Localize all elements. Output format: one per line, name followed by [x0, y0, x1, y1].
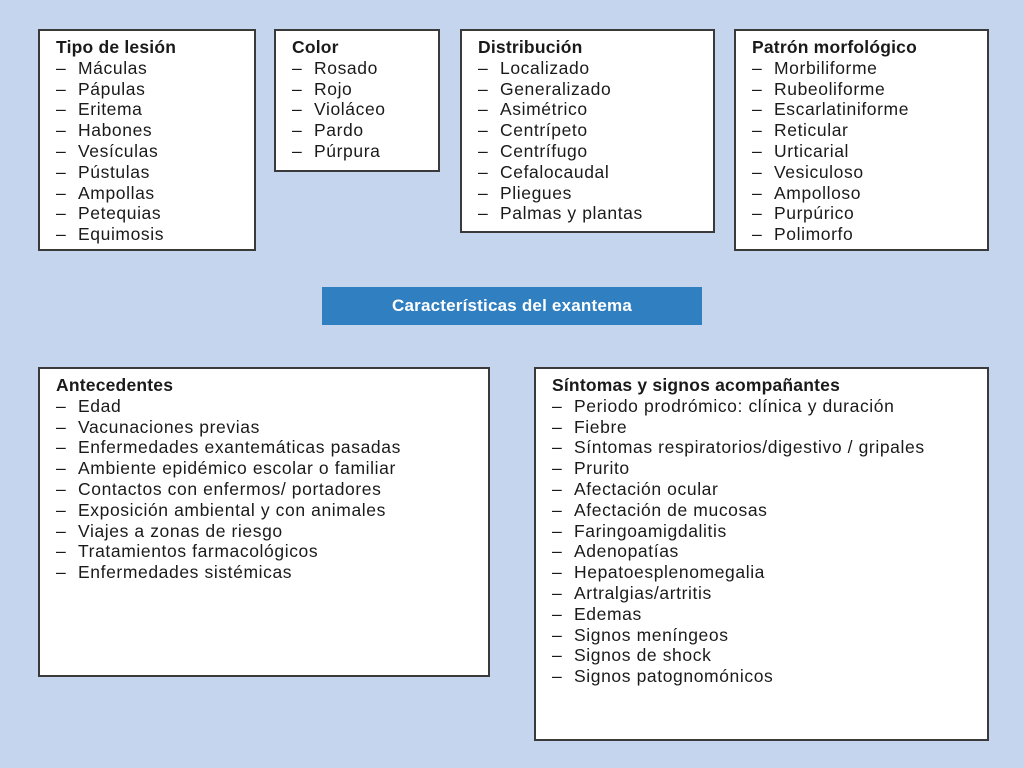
item-list [552, 396, 977, 687]
list-item: – Pústulas [56, 162, 244, 183]
box-title: Tipo de lesión [56, 37, 177, 57]
list-item: – Pápulas [56, 79, 244, 100]
list-item: – Artralgias/artritis [552, 583, 977, 604]
list-item: – Enfermedades exantemáticas pasadas [56, 437, 478, 458]
list-item: – Fiebre [552, 417, 977, 438]
list-item: – Violáceo [292, 99, 428, 120]
list-item: – Máculas [56, 58, 244, 79]
list-item: – Púrpura [292, 141, 428, 162]
box-title: Antecedentes [56, 375, 174, 395]
list-item: – Vesiculoso [752, 162, 977, 183]
list-item: – Equimosis [56, 224, 244, 245]
list-item: – Periodo prodrómico: clínica y duración [552, 396, 977, 417]
list-item: – Faringoamigdalitis [552, 521, 977, 542]
list-item: – Rosado [292, 58, 428, 79]
box-sintomas-y-signos [534, 367, 989, 741]
list-item: – Signos de shock [552, 645, 977, 666]
list-item: – Cefalocaudal [478, 162, 703, 183]
list-item: – Rojo [292, 79, 428, 100]
box-title: Color [292, 37, 339, 57]
list-item: – Escarlatiniforme [752, 99, 977, 120]
list-item: – Afectación ocular [552, 479, 977, 500]
list-item: – Generalizado [478, 79, 703, 100]
list-item: – Purpúrico [752, 203, 977, 224]
list-item: – Enfermedades sistémicas [56, 562, 478, 583]
list-item: – Urticarial [752, 141, 977, 162]
item-list [56, 58, 244, 245]
list-item: – Edad [56, 396, 478, 417]
list-item: – Rubeoliforme [752, 79, 977, 100]
list-item: – Signos patognomónicos [552, 666, 977, 687]
list-item: – Localizado [478, 58, 703, 79]
list-item: – Centrípeto [478, 120, 703, 141]
list-item: – Ambiente epidémico escolar o familiar [56, 458, 478, 479]
list-item: – Tratamientos farmacológicos [56, 541, 478, 562]
list-item: – Prurito [552, 458, 977, 479]
list-item: – Adenopatías [552, 541, 977, 562]
list-item: – Petequias [56, 203, 244, 224]
list-item: – Contactos con enfermos/ portadores [56, 479, 478, 500]
list-item: – Hepatoesplenomegalia [552, 562, 977, 583]
list-item: – Vacunaciones previas [56, 417, 478, 438]
list-item: – Centrífugo [478, 141, 703, 162]
list-item: – Vesículas [56, 141, 244, 162]
center-label: Características del exantema [322, 287, 702, 325]
list-item: – Eritema [56, 99, 244, 120]
box-title: Distribución [478, 37, 583, 57]
box-title: Síntomas y signos acompañantes [552, 375, 841, 395]
list-item: – Edemas [552, 604, 977, 625]
box-antecedentes [38, 367, 490, 677]
list-item: – Exposición ambiental y con animales [56, 500, 478, 521]
item-list [478, 58, 703, 224]
list-item: – Síntomas respiratorios/digestivo / gripales [552, 437, 977, 458]
list-item: – Polimorfo [752, 224, 977, 245]
item-list [752, 58, 977, 245]
list-item: – Signos meníngeos [552, 625, 977, 646]
item-list [292, 58, 428, 162]
item-list [56, 396, 478, 583]
box-tipo-de-lesion [38, 29, 256, 251]
box-patron-morfologico [734, 29, 989, 251]
list-item: – Pliegues [478, 183, 703, 204]
box-color [274, 29, 440, 172]
list-item: – Pardo [292, 120, 428, 141]
list-item: – Ampollas [56, 183, 244, 204]
box-title: Patrón morfológico [752, 37, 917, 57]
list-item: – Morbiliforme [752, 58, 977, 79]
list-item: – Habones [56, 120, 244, 141]
list-item: – Reticular [752, 120, 977, 141]
list-item: – Ampolloso [752, 183, 977, 204]
list-item: – Viajes a zonas de riesgo [56, 521, 478, 542]
list-item: – Asimétrico [478, 99, 703, 120]
box-distribucion [460, 29, 715, 233]
list-item: – Afectación de mucosas [552, 500, 977, 521]
list-item: – Palmas y plantas [478, 203, 703, 224]
